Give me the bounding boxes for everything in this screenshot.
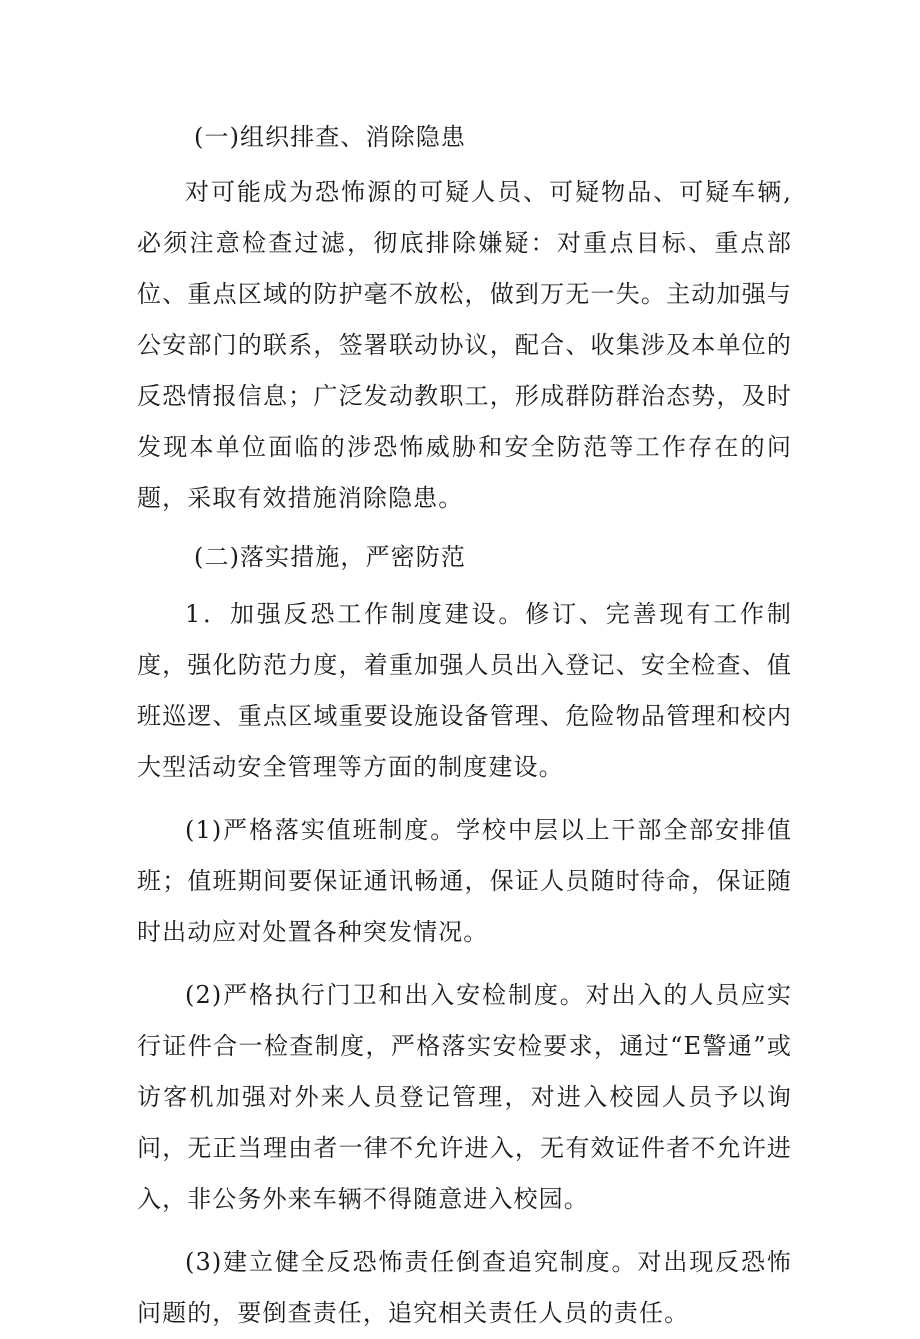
section-heading-2: (二)落实措施，严密防范 — [194, 543, 466, 571]
paragraph-hazard-investigation: 对可能成为恐怖源的可疑人员、可疑物品、可疑车辆,必须注意检查过滤，彻底排除嫌疑：对重点目标、重点部位、重点区域的防护毫不放松，做到万无一失。主动加强与公安部门的联系，签署联动协议，配合、收集涉及本单位的反恐情报信息；广泛发动教职工，形成群防群治态势，及时发现本单位面临的涉恐怖威胁和安全防范等工作存在的问题，采取有效措施消除隐患。 — [137, 178, 792, 512]
paragraph-gate-security-system: (2)严格执行门卫和出入安检制度。对出入的人员应实行证件合一检查制度，严格落实安检要求，通过“E警通”或访客机加强对外来人员登记管理，对进入校园人员予以询问，无正当理由者一律不允许进入，无有效证件者不允许进入，非公务外来车辆不得随意进入校园。 — [137, 981, 792, 1213]
paragraph-accountability-system: (3)建立健全反恐怖责任倒查追究制度。对出现反恐怖问题的，要倒查责任，追究相关责任人员的责任。 — [137, 1248, 792, 1327]
document-body — [137, 112, 792, 1339]
section-heading-1: (一)组织排查、消除隐患 — [194, 123, 466, 151]
paragraph-system-building: 1．加强反恐工作制度建设。修订、完善现有工作制度，强化防范力度，着重加强人员出入登记、安全检查、值班巡逻、重点区域重要设施设备管理、危险物品管理和校内大型活动安全管理等方面的制度建设。 — [137, 600, 792, 781]
paragraph-duty-system: (1)严格落实值班制度。学校中层以上干部全部安排值班；值班期间要保证通讯畅通，保证人员随时待命，保证随时出动应对处置各种突发情况。 — [137, 816, 792, 946]
